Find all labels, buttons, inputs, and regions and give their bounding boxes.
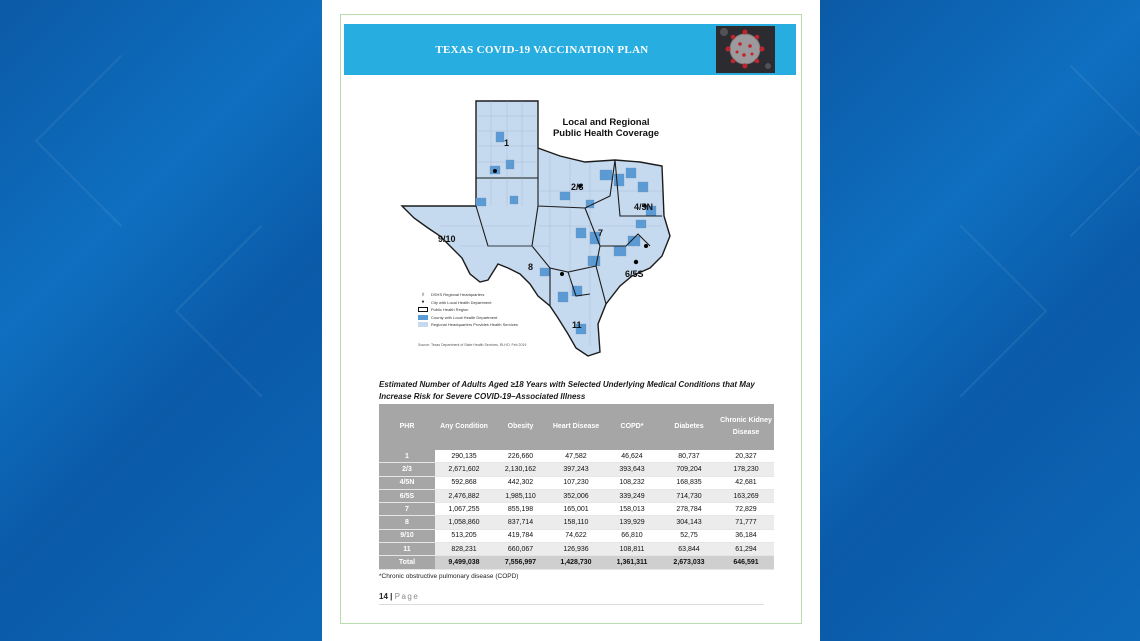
page-number-value: 14 — [379, 592, 388, 601]
map-source: Source: Texas Department of State Health Services, RLHO, Feb 2019 — [418, 343, 527, 347]
page-separator: | — [390, 592, 393, 601]
map-title — [546, 117, 666, 139]
table-cell: 709,204 — [660, 463, 718, 476]
column-header: Diabetes — [660, 404, 718, 450]
table-cell: 2,671,602 — [435, 463, 493, 476]
column-header: COPD* — [604, 404, 660, 450]
table-cell: 1,985,110 — [493, 489, 548, 502]
table-cell: 80,737 — [660, 450, 718, 463]
table-row — [379, 503, 774, 516]
table-cell: 1,058,860 — [435, 516, 493, 529]
legend-item — [418, 321, 518, 329]
background-right-panel — [820, 0, 1140, 641]
legend-item — [418, 306, 518, 314]
table-cell: 20,327 — [718, 450, 774, 463]
table-cell: 1,361,311 — [604, 556, 660, 569]
table-cell: 158,013 — [604, 503, 660, 516]
table-cell: 660,067 — [493, 543, 548, 556]
table-cell: 513,205 — [435, 529, 493, 542]
map-legend — [418, 291, 518, 329]
table-cell: 108,232 — [604, 476, 660, 489]
table-cell: 828,231 — [435, 543, 493, 556]
table-cell: 63,844 — [660, 543, 718, 556]
phr-cell: 7 — [379, 503, 435, 516]
background-chevron — [875, 225, 1048, 398]
table-row — [379, 529, 774, 542]
phr-cell: 4/5N — [379, 476, 435, 489]
map-title-line2: Public Health Coverage — [552, 128, 660, 139]
table-cell: 397,243 — [548, 463, 604, 476]
table-cell: 108,811 — [604, 543, 660, 556]
table-cell: 178,230 — [718, 463, 774, 476]
table-cell: 71,777 — [718, 516, 774, 529]
table-row — [379, 543, 774, 556]
table-cell: 52,75 — [660, 529, 718, 542]
table-cell: 7,556,997 — [493, 556, 548, 569]
table-cell: 2,476,882 — [435, 489, 493, 502]
table-cell: 393,643 — [604, 463, 660, 476]
table-row — [379, 476, 774, 489]
table-cell: 837,714 — [493, 516, 548, 529]
table-cell: 592,868 — [435, 476, 493, 489]
legend-swatch-county — [418, 315, 428, 320]
table-cell: 352,006 — [548, 489, 604, 502]
svg-text:8: 8 — [528, 262, 534, 272]
table-cell: 226,660 — [493, 450, 548, 463]
column-header: PHR — [379, 404, 435, 450]
legend-label: Public Health Region — [431, 307, 469, 313]
table-cell: 126,936 — [548, 543, 604, 556]
table-caption: Estimated Number of Adults Aged ≥18 Years with Selected Underlying Medical Conditions that May Increase Risk for Severe COVID-19–Associated Illness — [379, 380, 755, 401]
table-cell: 1,428,730 — [548, 556, 604, 569]
table-cell: 72,829 — [718, 503, 774, 516]
legend-label: County with Local Health Department — [431, 314, 498, 320]
table-row — [379, 450, 774, 463]
conditions-table — [379, 404, 774, 570]
legend-label: City with Local Health Department — [431, 299, 492, 305]
page-number — [379, 592, 419, 601]
table-cell: 163,269 — [718, 489, 774, 502]
table-cell: 139,929 — [604, 516, 660, 529]
phr-cell: 1 — [379, 450, 435, 463]
document-page — [322, 0, 820, 641]
column-header: Obesity — [493, 404, 548, 450]
map-title-line1: Local and Regional — [562, 117, 650, 128]
table-cell: 47,582 — [548, 450, 604, 463]
phr-cell: 6/5S — [379, 489, 435, 502]
column-header: Heart Disease — [548, 404, 604, 450]
dot-icon: ● — [421, 299, 425, 306]
table-row — [379, 489, 774, 502]
background-chevron — [35, 55, 208, 228]
phr-cell: 11 — [379, 543, 435, 556]
table-cell: 66,810 — [604, 529, 660, 542]
table-total-row — [379, 556, 774, 569]
table-cell: 46,624 — [604, 450, 660, 463]
table-header-row — [379, 404, 774, 450]
table-cell: 36,184 — [718, 529, 774, 542]
background-left-panel — [0, 0, 322, 641]
phr-cell: 2/3 — [379, 463, 435, 476]
header-banner — [344, 24, 796, 75]
svg-text:6/5S: 6/5S — [625, 269, 644, 279]
table-cell: 304,143 — [660, 516, 718, 529]
table-cell: 74,622 — [548, 529, 604, 542]
svg-text:1: 1 — [504, 138, 510, 148]
page-word: Page — [394, 592, 420, 601]
table-cell: 2,673,033 — [660, 556, 718, 569]
table-cell: 855,198 — [493, 503, 548, 516]
table-cell: 278,784 — [660, 503, 718, 516]
legend-item — [418, 291, 518, 299]
table-cell: 646,591 — [718, 556, 774, 569]
background-chevron — [985, 65, 1140, 238]
legend-item — [418, 299, 518, 307]
table-cell: 290,135 — [435, 450, 493, 463]
phr-cell: 9/10 — [379, 529, 435, 542]
table-cell: 9,499,038 — [435, 556, 493, 569]
table-cell: 165,001 — [548, 503, 604, 516]
svg-text:11: 11 — [572, 320, 582, 330]
table-cell: 442,302 — [493, 476, 548, 489]
svg-text:9/10: 9/10 — [438, 234, 456, 244]
legend-label: DSHS Regional Headquarters — [431, 292, 485, 298]
phr-cell: 8 — [379, 516, 435, 529]
footer-divider — [379, 604, 764, 605]
coronavirus-image — [716, 26, 775, 73]
svg-text:2/3: 2/3 — [571, 182, 584, 192]
table-cell: 168,835 — [660, 476, 718, 489]
column-header: Chronic Kidney Disease — [718, 404, 774, 450]
table-cell: 61,294 — [718, 543, 774, 556]
table-cell: 1,067,255 — [435, 503, 493, 516]
table-cell: 714,730 — [660, 489, 718, 502]
phr-cell: Total — [379, 556, 435, 569]
table-cell: 158,110 — [548, 516, 604, 529]
table-cell: 339,249 — [604, 489, 660, 502]
legend-item — [418, 314, 518, 322]
table-footnote: *Chronic obstructive pulmonary disease (COPD) — [379, 573, 519, 580]
svg-text:4/5N: 4/5N — [634, 202, 654, 212]
outlined-box-icon — [418, 307, 428, 312]
column-header: Any Condition — [435, 404, 493, 450]
diamond-icon: ◊ — [421, 291, 425, 298]
banner-title: TEXAS COVID-19 VACCINATION PLAN — [435, 43, 649, 56]
legend-swatch-regional — [418, 322, 428, 327]
table-cell: 2,130,162 — [493, 463, 548, 476]
table-row — [379, 463, 774, 476]
table-cell: 107,230 — [548, 476, 604, 489]
legend-label: Regional Headquarters Provides Health Services — [431, 322, 518, 328]
svg-text:7: 7 — [598, 228, 604, 238]
table-cell: 419,784 — [493, 529, 548, 542]
table-row — [379, 516, 774, 529]
table-cell: 42,681 — [718, 476, 774, 489]
